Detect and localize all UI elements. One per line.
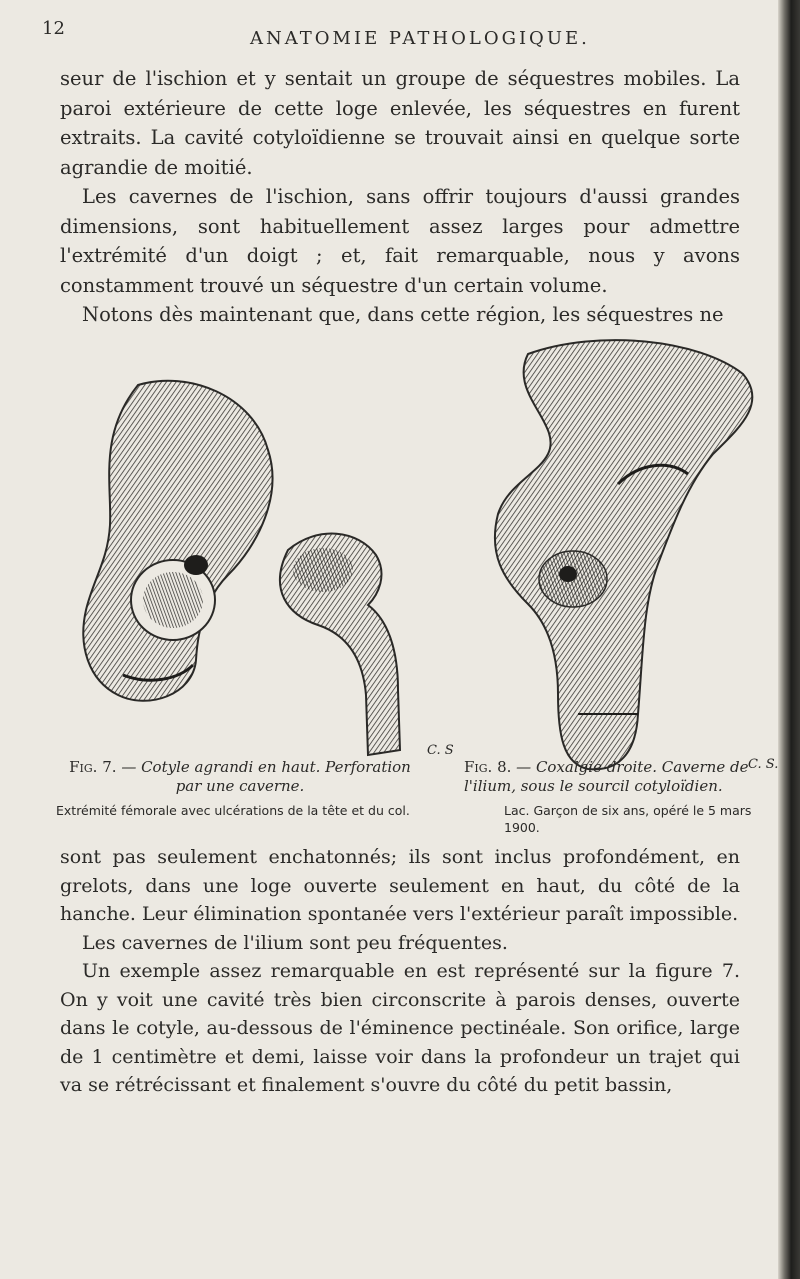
figure-8-caption (464, 758, 754, 836)
perforation-hole (184, 555, 208, 575)
figure-8-coxalgia-illustration (468, 334, 768, 774)
paragraph: sont pas seulement enchatonnés; ils sont inclus profondément, en grelots, dans une loge ouverte seulement en haut, du côté de la hanche. Leur élimination spontanée vers l'extérieur paraît impossible. (60, 846, 740, 925)
body-text-top (60, 64, 740, 330)
figure-label: Fig. 8. (464, 758, 512, 776)
paragraph: Les cavernes de l'ilium sont peu fréquentes. (82, 931, 508, 954)
figure-7-hip-bone-illustration (78, 375, 288, 710)
engraver-initials: C. S (427, 743, 454, 758)
paragraph: Les cavernes de l'ischion, sans offrir toujours d'aussi grandes dimensions, sont habituellement assez larges pour admettre l'extrémité d'un doigt ; et, fait remarquable, nous y avons constamment trouvé un séquestre d'un certain volume. (60, 185, 740, 297)
body-text-bottom (60, 843, 740, 1100)
figure-note: Lac. Garçon de six ans, opéré le 5 mars 1900. (504, 803, 752, 835)
figure-note: Extrémité fémorale avec ulcérations de la tête et du col. (56, 803, 410, 818)
paragraph: Un exemple assez remarquable en est représenté sur la figure 7. On y voit une cavité très bien circonscrite à parois denses, ouverte dans le cotyle, au-dessous de l'éminence pectinéale. Son orifice, large de 1 centimètre et demi, laisse voir dans la profondeur un trajet qui va se rétrécissant et finalement s'ouvre du côté du petit bassin, (60, 960, 740, 1096)
figure-7-femoral-head-illustration (258, 520, 430, 765)
figure-title: — Coxalgie droite. Caverne de l'ilium, sous le sourcil cotyloïdien. (464, 758, 749, 795)
page-number: 12 (42, 18, 65, 39)
engraver-initials: C. S. (748, 757, 779, 772)
running-title: ANATOMIE PATHOLOGIQUE. (250, 28, 590, 49)
ilium-shape (83, 381, 272, 701)
paragraph: Notons dès maintenant que, dans cette région, les séquestres ne (82, 303, 724, 326)
figure-label: Fig. 7. (69, 758, 117, 776)
page-edge-shadow (778, 0, 800, 1279)
cavity-shading (143, 572, 203, 628)
figure-title: — Cotyle agrandi en haut. Perforation par une caverne. (121, 758, 411, 795)
paragraph: seur de l'ischion et y sentait un groupe de séquestres mobiles. La paroi extérieure de cette loge enlevée, les séquestres en furent extraits. La cavité cotyloïdienne se trouvait ainsi en quelque sorte agrandie de moitié. (60, 67, 740, 179)
caverne-hole (559, 566, 577, 582)
figure-7-caption (56, 758, 424, 819)
